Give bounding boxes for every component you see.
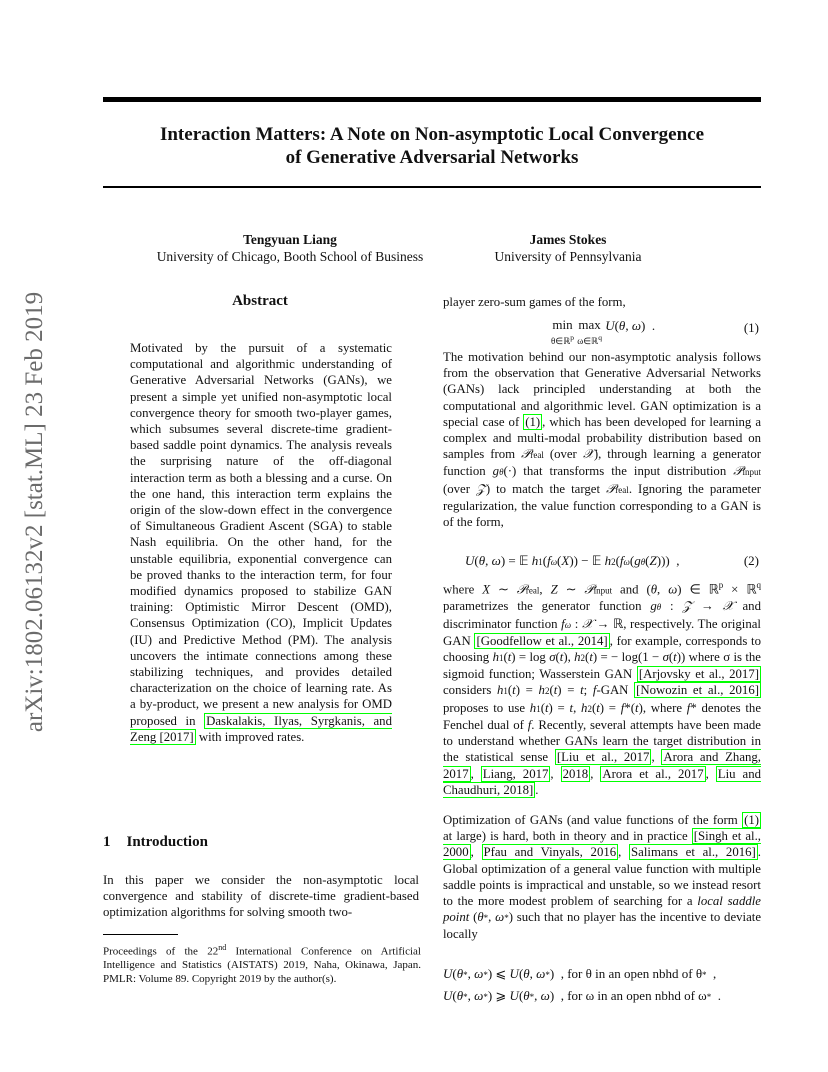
author-block-2 bbox=[468, 231, 668, 265]
text-run: where bbox=[443, 582, 483, 597]
text-run: that transforms the input distribution bbox=[516, 464, 734, 479]
footnote-text-end: International Conference on Artificial Intelligence and Statistics (AISTATS) 2019, Naha, Okinawa, Japan. PMLR: Volume 89. Copyright 2019 by the author(s). bbox=[103, 945, 421, 985]
author-block-1 bbox=[140, 231, 440, 265]
citation-link[interactable]: Pfau and Vinyals, 2016 bbox=[483, 845, 617, 860]
section-heading-introduction bbox=[103, 834, 208, 851]
abstract-body bbox=[130, 340, 392, 745]
saddle-conditions bbox=[443, 966, 761, 1006]
text-run: where σ is the sigmoid function; Wasserstein GAN bbox=[443, 650, 761, 682]
citation-link[interactable]: [Goodfellow et al., 2014] bbox=[476, 633, 608, 648]
footnote-text: Proceedings of the 22 bbox=[103, 945, 219, 958]
right-paragraph-3: where X ∼ 𝒫real, Z ∼ 𝒫input and (θ, ω) ∈ ℝ$^p$ × ℝ$^q$ parametrizes the generator function gθ : 𝒵 → 𝒳 and discriminator function fω : 𝒳 → ℝ, respectively. The original GAN [Goodfellow et al., 2014] , for example, corresponds to choosing h1(t) = log σ(t), h2(t) = − log(1 − σ(t)) where σ is the sigmoid function; Wasserstein GAN [Arjovsky et al., 2017] considers h1(t) = h2(t) = t; f-GAN [Nowozin et al., 2016] proposes to use h1(t) = t, h2(t) = f*(t), where f* denotes the Fenchel dual of f. Recently, several attempts have been made to understand whether GANs learn the target distribution in the statistical sense [Liu et al., 2017 , Arora and Zhang, 2017 , Liang, 2017 , 2018 , Arora et al., 2017 , Liu and Chaudhuri, 2018] . bbox=[443, 580, 762, 797]
intro-paragraph: In this paper we consider the non-asymptotic local convergence and stability of discrete-time gradient-based optimization algorithms for solving smooth two- bbox=[103, 873, 419, 920]
text-run: (over bbox=[443, 481, 477, 496]
text-run: . Recently, several attempts have been made to understand whether GANs learn the target distribution in the statistical sense bbox=[443, 717, 761, 765]
text-run: proposes to use bbox=[443, 700, 530, 715]
paper-title bbox=[103, 123, 761, 169]
abstract-text: Motivated by the pursuit of a systematic computational and algorithmic understanding of Generative Adversarial Networks (GANs), we present a simple yet unified non-asymptotic local convergence theory for smooth two-player games, which subsumes several discrete-time gradient-based saddle point dynamics. The analysis reveals the surprising nature of the off-diagonal interaction term as both a blessing and a curse. On the one hand, this interaction term explains the origin of the slow-down effect in the convergence of Simultaneous Gradient Ascent (SGA) to stable Nash equilibria. On the other hand, for the unstable equilibria, exponential convergence can be proved thanks to the interaction term, for four modified dynamics proposed to stabilize GAN training: Optimistic Mirror Descent (OMD), Consensus Optimization (CO), Implicit Updates (IU) and Predictive Method (PM). The analysis uncovers the intimate connections among these stabilizing techniques, and provides detailed characterization on the choice of learning rate. As a by-product, we present a new analysis for OMD proposed in bbox=[130, 341, 392, 728]
text-run: ), through learning a generator function bbox=[443, 447, 761, 479]
title-line-2: of Generative Adversarial Networks bbox=[285, 147, 579, 168]
author-name: James Stokes bbox=[529, 232, 607, 247]
title-rule-bottom bbox=[103, 186, 761, 188]
citation-link[interactable]: Liang, 2017 bbox=[482, 766, 549, 781]
title-line-1: Interaction Matters: A Note on Non-asymptotic Local Convergence bbox=[159, 124, 705, 145]
citation-link[interactable]: [Nowozin et al., 2016] bbox=[636, 683, 759, 698]
condition-1: U(θ*, ω*) ⩽ U(θ, ω*) , for θ in an open nbhd of θ* , bbox=[443, 966, 717, 981]
text-run: denotes the Fenchel dual of bbox=[443, 700, 761, 732]
citation-link[interactable]: [Singh et al., 2000 bbox=[443, 829, 761, 860]
text-run: , respectively. The original GAN bbox=[443, 616, 761, 648]
footnote-rule bbox=[103, 934, 178, 935]
emphasis-text: local saddle point bbox=[443, 894, 761, 925]
equation-ref-link[interactable]: (1) bbox=[744, 813, 759, 827]
arxiv-identifier: arXiv:1802.06132v2 [stat.ML] 23 Feb 2019 bbox=[21, 291, 49, 733]
text-run: Optimization of GANs (and value functions of the form bbox=[443, 813, 743, 827]
footnote bbox=[103, 941, 421, 986]
text-run: and discriminator function bbox=[443, 599, 761, 631]
abstract-text-end: with improved rates. bbox=[195, 729, 305, 744]
equation-ref-link[interactable]: (1) bbox=[525, 414, 541, 429]
section-title: Introduction bbox=[126, 834, 208, 850]
text-run: . Global optimization of a general value function with multiple saddle points is impractical and unstable, so we instead resort to the more modest problem of searching for a bbox=[443, 845, 761, 909]
citation-link[interactable]: Arora and Zhang, 2017 bbox=[443, 750, 762, 781]
text-run: considers bbox=[443, 683, 497, 698]
text-run: -GAN bbox=[596, 683, 635, 698]
equation-1-expression: min θ∈ℝ$^p$ max ω∈ℝ$^q$ U(θ, ω) . bbox=[551, 317, 656, 346]
author-name: Tengyuan Liang bbox=[243, 232, 337, 247]
title-rule-top bbox=[103, 97, 761, 102]
author-affiliation: University of Pennsylvania bbox=[494, 249, 642, 264]
citation-link[interactable]: [Arjovsky et al., 2017] bbox=[638, 667, 759, 682]
text-run: at large) is hard, both in theory and in practice bbox=[443, 829, 692, 844]
footnote-sup: nd bbox=[218, 943, 227, 952]
text-run: (over bbox=[543, 447, 583, 462]
section-number: 1 bbox=[103, 834, 111, 850]
equation-2-number: (2) bbox=[743, 553, 759, 568]
equation-2 bbox=[443, 553, 761, 573]
citation-link[interactable]: Arora et al., 2017 bbox=[602, 766, 704, 781]
equation-1-number: (1) bbox=[743, 320, 759, 335]
right-paragraph-4: Optimization of GANs (and value functions of the form (1) at large) is hard, both in theory and in practice [Singh et al., 2000 , Pfau and Vinyals, 2016 , Salimans et al., 2016] . Global optimization of a general value function with multiple saddle points is impractical and unstable, so we instead resort to the more modest problem of searching for a local saddle point (θ*, ω*) such that no player has the incentive to deviate locally bbox=[443, 813, 761, 942]
citation-link[interactable]: [Liu et al., 2017 bbox=[556, 750, 650, 765]
citation-link[interactable]: Liu and Chaudhuri, 2018] bbox=[443, 766, 762, 797]
citation-link[interactable]: Daskalakis, Ilyas, Syrgkanis, and Zeng [2017] bbox=[130, 713, 392, 744]
text-run: parametrizes the generator function bbox=[443, 599, 651, 614]
right-paragraph-2: The motivation behind our non-asymptotic analysis follows from the observation that Generative Adversarial Networks (GANs) lack principled understanding at both the computational and algorithmic level. GAN optimization is a special case of (1) , which has been developed for learning a complex and multi-modal probability distribution based on samples from 𝒫real (over 𝒳), through learning a generator function gθ(·) that transforms the input distribution 𝒫input (over 𝒵) to match the target 𝒫real. Ignoring the parameter regularization, the value function corresponding to a GAN is of the form, bbox=[443, 350, 762, 530]
text-run: such that no player has the incentive to deviate locally bbox=[443, 910, 761, 942]
citation-link[interactable]: Salimans et al., 2016] bbox=[631, 845, 756, 860]
equation-2-expression: U(θ, ω) = 𝔼 h1(fω(X)) − 𝔼 h2(fω(gθ(Z))) , bbox=[465, 553, 680, 568]
equation-1 bbox=[443, 318, 761, 348]
text-run: . Ignoring the parameter regularization, the value function corresponding to a GAN is of the form, bbox=[443, 481, 762, 530]
text-run: , for θ in an open nbhd of θ bbox=[560, 966, 703, 981]
arxiv-sidebar bbox=[10, 282, 60, 742]
text-run: , for ω in an open nbhd of ω bbox=[560, 988, 707, 1003]
text-run: ) to match the target bbox=[485, 481, 607, 496]
text-run: , for example, corresponds to choosing bbox=[443, 633, 761, 665]
text-run: , which has been developed for learning a complex and multi-modal probability distribution based on samples from bbox=[443, 414, 761, 462]
author-affiliation: University of Chicago, Booth School of Business bbox=[156, 249, 424, 264]
citation-link[interactable]: 2018 bbox=[562, 766, 589, 781]
abstract-heading: Abstract bbox=[232, 293, 288, 309]
right-paragraph-1: player zero-sum games of the form, bbox=[443, 295, 626, 309]
condition-2: U(θ*, ω*) ⩾ U(θ*, ω) , for ω in an open nbhd of ω* . bbox=[443, 988, 721, 1003]
text-run: The motivation behind our non-asymptotic analysis follows from the observation that Generative Adversarial Networks (GANs) lack principled understanding at both the computational and algorithmic level. GAN optimization is a special case of bbox=[443, 350, 761, 429]
